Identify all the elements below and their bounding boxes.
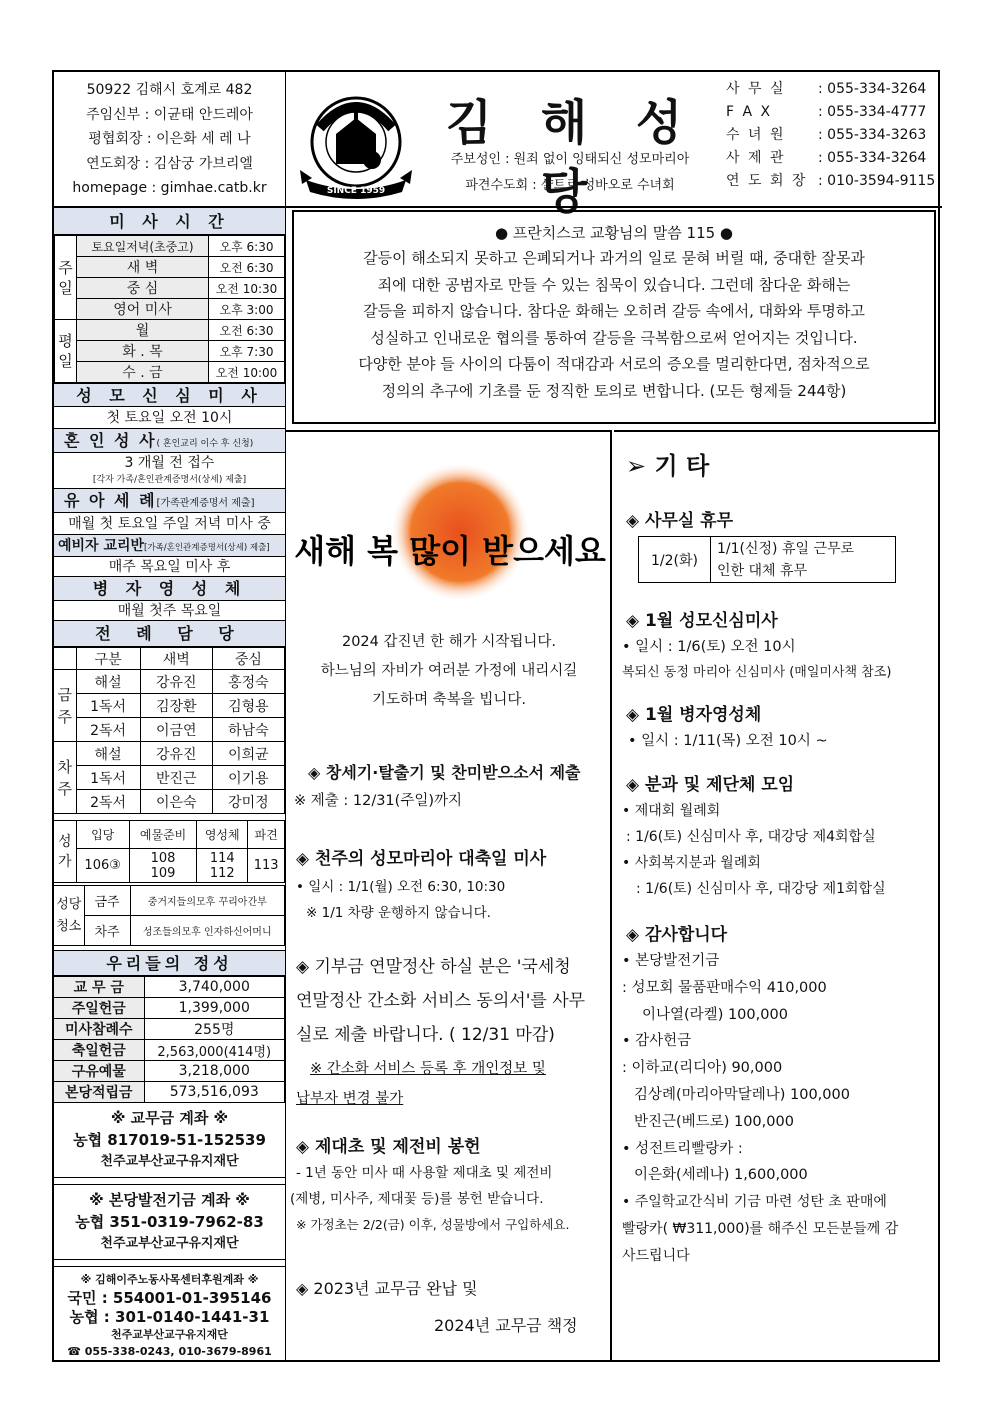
notice-mary-feast-time: • 일시 : 1/1(월) 오전 6:30, 10:30	[296, 879, 506, 895]
patron-saint: 주보성인 : 원죄 없이 잉태되신 성모마리아	[450, 152, 690, 167]
quote-line: 정의의 추구에 기초를 둔 정직한 토의로 변합니다. (모든 형제들 244항)	[381, 381, 847, 400]
catechism-text: 매주 목요일 미사 후	[54, 557, 285, 577]
offering-heading: 우리들의 정성	[54, 950, 285, 976]
parish-logo	[292, 88, 420, 204]
notice-submission-text: ※ 제출 : 12/31(주일)까지	[294, 793, 463, 809]
bulletin-page	[52, 70, 940, 1362]
contact-row: F A X : 055-334-4777	[726, 104, 927, 120]
devotion-text: 첫 토요일 오전 10시	[54, 407, 285, 429]
quote-line: 성실하고 인내로운 협의를 통하여 갈등을 극복함으로써 얻어지는 것입니다.	[370, 328, 858, 347]
elders-president: 연도회장 : 김삼궁 가브리엘	[86, 155, 253, 172]
development-account: ※ 본당발전기금 계좌 ※ 농협 351-0319-7962-83 천주교부산교구유지재단	[54, 1184, 285, 1260]
middle-column	[286, 430, 612, 1362]
new-year-artwork	[294, 466, 606, 616]
parish-info	[54, 72, 286, 208]
liturgy-heading: 전 례 담 당	[54, 621, 285, 647]
right-column	[614, 430, 940, 1362]
office-closed-title: ◈ 사무실 휴무	[626, 511, 734, 531]
misc-heading: ➢ 기 타	[626, 452, 710, 480]
notice-tithe-title: ◈ 2023년 교무금 완납 및 2024년 교무금 책정	[296, 1279, 578, 1335]
sick-communion-text: 매월 첫주 목요일	[54, 601, 285, 621]
devotion-mass-note: 복되신 동정 마리아 신심미사 (매일미사책 참조)	[622, 665, 892, 680]
thanks-list: • 본당발전기금 : 성모회 물품판매수익 410,000 이나열(라켈) 100,000 • 감사헌금 : 이하교(리디아) 90,000 김상례(마리아막달레나) 100,000 반진근(베드로) 100,000 • 성전트리빨랑카 : 이은화(세레나) 1,600,000 • 주일학교간식비 기금 마련 성탄 초 판매에 빨랑카( ₩311,000)를 해주신 모든분들께 감 사드립니다	[622, 953, 899, 1264]
quote-heading: ● 프란치스코 교황님의 말씀 115 ●	[494, 224, 734, 242]
office-closed-table: 1/2(화) 1/1(신정) 휴일 근무로 인한 대체 휴무	[638, 536, 896, 583]
contact-row: 수 녀 원 : 055-334-3263	[726, 127, 927, 143]
cleaning-table: 성당청소 금주 중거지들의모후 꾸리아간부 차주 성조들의모후 인자하신어머니	[54, 885, 285, 946]
notice-tax-note: ※ 간소화 서비스 등록 후 개인정보 및 납부자 변경 불가	[296, 1061, 546, 1107]
choir-table: 성가 입당 예물준비 영성체 파견 106③ 108 109 114 112 113	[54, 820, 285, 883]
wedding-text: 3 개월 전 접수	[124, 455, 215, 471]
address: 50922 김해시 호계로 482	[86, 82, 253, 98]
contact-row: 사 제 관 : 055-334-3264	[726, 150, 927, 166]
wedding-heading: 혼 인 성 사( 혼인교리 이수 후 신청)	[54, 429, 285, 453]
pope-quote-box	[292, 210, 936, 424]
left-sidebar	[54, 208, 286, 1362]
quote-line: 갈등이 해소되지 못하고 은폐되거나 과거의 일로 묻혀 버릴 때, 중대한 잘못과	[363, 249, 865, 267]
sick-communion-title: ◈ 1월 병자영성체	[626, 705, 762, 725]
notice-mary-feast-note: ※ 1/1 차량 운행하지 않습니다.	[306, 905, 491, 921]
notice-mary-feast-title: ◈ 천주의 성모마리아 대축일 미사	[296, 849, 547, 869]
baptism-text: 매월 첫 토요일 주일 저녁 미사 중	[54, 513, 285, 535]
catechism-heading: 예비자 교리반[가족/혼인관계증명서(상세) 제출]	[54, 535, 285, 557]
meetings-list: • 제대회 월례회 : 1/6(토) 신심미사 후, 대강당 제4회합실 • 사회복지분과 월례회 : 1/6(토) 신심미사 후, 대강당 제1회합실	[622, 803, 886, 897]
sick-communion-time: • 일시 : 1/11(목) 오전 10시 ~	[628, 733, 828, 749]
parish-title: 김 해 성 당	[445, 95, 699, 220]
contact-row: 연 도 회 장 : 010-3594-9115	[726, 173, 936, 189]
quote-line: 다양한 분야 들 사이의 다툼이 적대감과 서로의 증오를 멀리한다면, 점차적으로	[358, 355, 870, 373]
contact-row: 사 무 실 : 055-334-3264	[726, 81, 927, 97]
wedding-sub: [각자 가족/혼인관계증명서(상세) 제출]	[54, 473, 285, 489]
quote-line: 갈등을 피하지 않습니다. 참다운 화해는 오히려 갈등 속에서, 대화와 투명하고	[363, 302, 865, 320]
devotion-mass-title: ◈ 1월 성모신심미사	[626, 611, 778, 631]
liturgy-table: 구분 새벽 중심 금주 해설 강유진 홍정숙 1독서 김장환 김형용 2독서 이금연 하남숙 차주 해설 강유진 이희균 1독서 반진근 이기용 2독서 이은숙 강미정	[54, 647, 285, 814]
sick-communion-heading: 병 자 영 성 체	[54, 577, 285, 601]
contact-list	[726, 78, 938, 193]
notice-submission-title: ◈ 창세기·탈출기 및 찬미받으소서 제출	[308, 763, 581, 782]
notice-candles-text: - 1년 동안 미사 때 사용할 제대초 및 제전비 (제병, 미사주, 제대꽃 등)를 봉헌 받습니다. ※ 가정초는 2/2(금) 이후, 성물방에서 구입하세요.	[290, 1165, 570, 1232]
logo-since: SINCE 1959	[326, 186, 386, 196]
notice-candles-title: ◈ 제대초 및 제전비 봉헌	[296, 1137, 481, 1157]
mass-times-table: 주일 토요일저녁(초중고) 오후 6:30 새 벽 오전 6:30 중 심 오전 10:30 영어 미사 오후 3:00 평일 월 오전 6:30 화 . 목 오후 7:30 수 . 금 오전 10:00	[54, 235, 285, 383]
notice-tax-title: ◈ 기부금 연말정산 하실 분은 '국세청 연말정산 간소화 서비스 동의서'를 사무 실로 제출 바랍니다. ( 12/31 마감)	[296, 957, 586, 1045]
baptism-heading: 유 아 세 례[가족관계증명서 제출]	[54, 489, 285, 513]
meetings-title: ◈ 분과 및 제단체 모임	[626, 775, 795, 795]
migrant-center-account: ※ 김해이주노동사목센터후원계좌 ※ 국민 : 554001-01-395146 농협 : 301-0140-1441-31 천주교부산교구유지재단 ☎ 055-338-0243, 010-3679-8961	[54, 1266, 285, 1361]
mass-times-heading: 미 사 시 간	[54, 208, 285, 235]
weekday-label: 평일	[55, 320, 77, 383]
homepage[interactable]: homepage : gimhae.catb.kr	[72, 180, 267, 196]
devotion-mass-time: • 일시 : 1/6(토) 오전 10시	[622, 639, 796, 655]
new-year-message: 2024 갑진년 한 해가 시작됩니다. 하느님의 자비가 여러분 가정에 내리시길 기도하며 축복을 빕니다.	[320, 634, 578, 708]
offering-table: 교 무 금 3,740,000 주일헌금 1,399,000 미사참례수 255명 축일헌금 2,563,000(414명) 구유예물 3,218,000 본당적립금 573,516,093	[54, 976, 285, 1103]
religious-order: 파견수도회 : 샬트르 성바오로 수녀회	[465, 178, 675, 193]
quote-line: 죄에 대한 공범자로 만들 수 있는 침묵이 있습니다. 그런데 참다운 화해는	[377, 275, 851, 294]
pastor: 주임신부 : 이균태 안드레아	[86, 106, 253, 123]
council-president: 평협회장 : 이은화 세 레 나	[88, 131, 251, 147]
tithe-account: ※ 교무금 계좌 ※ 농협 817019-51-152539 천주교부산교구유지재단	[54, 1103, 285, 1178]
new-year-greeting-art: 새해 복 많이 받으세요	[294, 532, 606, 570]
devotion-heading: 성 모 신 심 미 사	[54, 383, 285, 407]
thanks-title: ◈ 감사합니다	[626, 925, 728, 945]
sunday-label: 주일	[55, 236, 77, 320]
